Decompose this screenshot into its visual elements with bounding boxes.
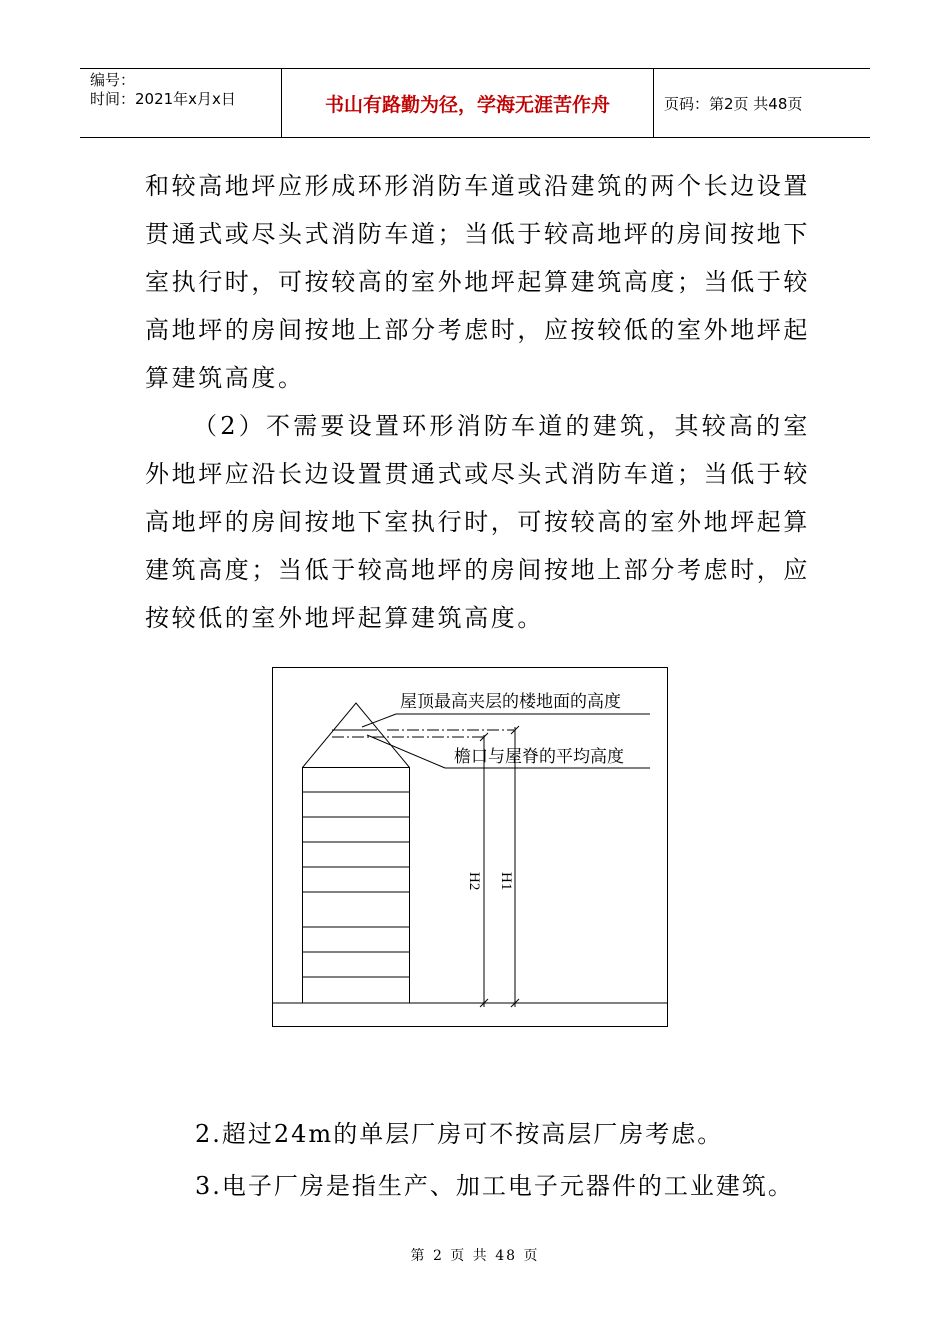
label-h2: H2 [466,872,482,891]
header-page-info: 页码：第2页 共48页 [664,94,803,113]
building-roof [303,703,410,768]
list-item-3: 3.电子厂房是指生产、加工电子元器件的工业建筑。 [195,1172,794,1200]
building-height-diagram [272,667,668,1027]
page-footer: 第 2 页 共 48 页 [410,1248,540,1264]
list-item-2: 2.超过24m的单层厂房可不按高层厂房考虑。 [195,1120,724,1148]
label-eave-avg: 檐口与屋脊的平均高度 [454,747,624,766]
serial-label: 编号： [90,71,136,89]
label-top-level: 屋顶最高夹层的楼地面的高度 [400,692,621,711]
label-h1: H1 [498,872,514,891]
paragraph-1: 和较高地坪应形成环形消防车道或沿建筑的两个长边设置贯通式或尽头式消防车道；当低于较高地坪的房间按地下室执行时，可按较高的室外地坪起算建筑高度；当低于较高地坪的房间按地上部分考虑时，应按较低的室外地坪起算建筑高度。 [145,172,810,392]
body-text [145,162,810,642]
header-motto: 书山有路勤为径，学海无涯苦作舟 [282,69,654,137]
time-label: 时间：2021年x月x日 [90,90,236,108]
building-body [303,768,410,1004]
diagram-frame [273,668,668,1027]
page-header [80,68,870,138]
header-meta [80,69,282,137]
paragraph-2: （2）不需要设置环形消防车道的建筑，其较高的室外地坪应沿长边设置贯通式或尽头式消防车道；当低于较高地坪的房间按地下室执行时，可按较高的室外地坪起算建筑高度；当低于较高地坪的房间按地上部分考虑时，应按较低的室外地坪起算建筑高度。 [145,412,810,632]
floor-lines [303,792,410,977]
